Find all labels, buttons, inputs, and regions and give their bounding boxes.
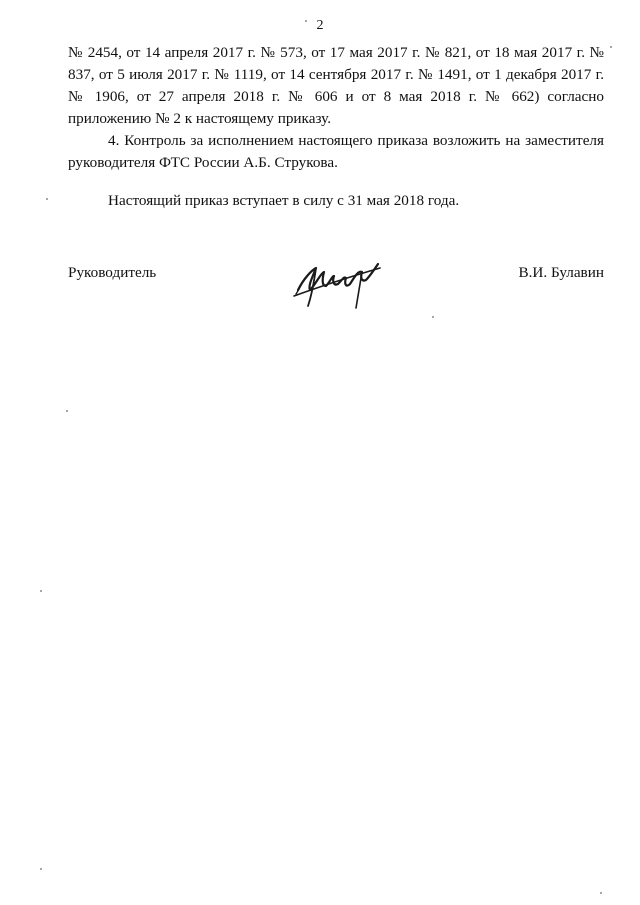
scan-speck	[610, 46, 612, 48]
signatory-role: Руководитель	[68, 264, 157, 281]
page-number: 2	[316, 18, 324, 33]
scan-speck	[432, 316, 434, 318]
handwritten-signature	[286, 248, 396, 318]
paragraph-effective-date: Настоящий приказ вступает в силу с 31 мая 2018 года.	[108, 192, 460, 209]
paragraph-continuation: № 2454, от 14 апреля 2017 г. № 573, от 17 мая 2017 г. № 821, от 18 мая 2017 г. № 837, от 5 июля 2017 г. № 1119, от 14 сентября 2017 г. № 1491, от 1 декабря 2017 г. № 1906, от 27 апреля 2018 г. № 606 и от 8 мая 2018 г. № 662) согласно приложению № 2 к настоящему приказу.	[68, 44, 604, 127]
paragraph-item-4: 4. Контроль за исполнением настоящего приказа возложить на заместителя руководителя ФТС России А.Б. Струкова.	[68, 132, 604, 171]
scan-speck	[305, 20, 307, 22]
signatory-name: В.И. Булавин	[518, 264, 604, 281]
scan-speck	[600, 892, 602, 894]
scan-speck	[66, 410, 68, 412]
scan-speck	[46, 198, 48, 200]
scan-speck	[40, 590, 42, 592]
scan-speck	[40, 868, 42, 870]
